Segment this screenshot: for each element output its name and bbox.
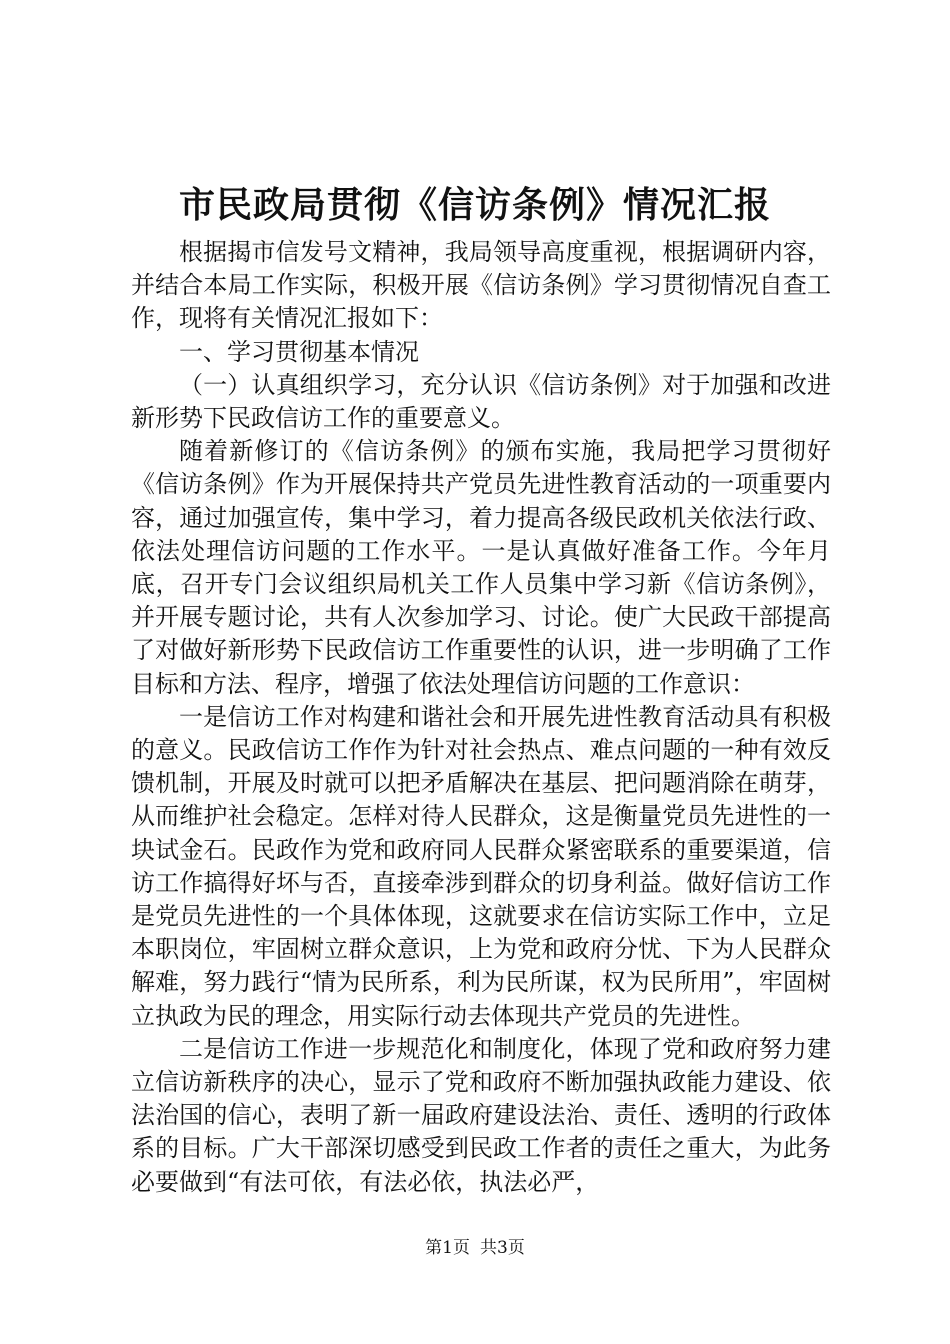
section-heading-1: 一、学习贯彻基本情况 [179,337,419,366]
document-title: 市民政局贯彻《信访条例》情况汇报 [178,184,771,226]
document-body [131,236,831,1199]
page-number: 第1页 [425,1238,470,1258]
paragraph-point-one: 一是信访工作对构建和谐社会和开展先进性教育活动具有积极的意义。民政信访工作作为针对社会热点、难点问题的一种有效反馈机制，开展及时就可以把矛盾解决在基层、把问题消除在萌芽，从而维护社会稳定。怎样对待人民群众，这是衡量党员先进性的一块试金石。民政作为党和政府同人民群众紧密联系的重要渠道，信访工作搞得好坏与否，直接牵涉到群众的切身利益。做好信访工作是党员先进性的一个具体体现，这就要求在信访实际工作中，立足本职岗位，牢固树立群众意识，上为党和政府分忧、下为人民群众解难，努力践行“情为民所系，利为民所谋，权为民所用”，牢固树立执政为民的理念，用实际行动去体现共产党员的先进性。 [131,702,831,1030]
paragraph-intro: 根据揭市信发号文精神，我局领导高度重视，根据调研内容，并结合本局工作实际，积极开展《信访条例》学习贯彻情况自查工作，现将有关情况汇报如下： [131,238,831,333]
paragraph-point-two: 二是信访工作进一步规范化和制度化，体现了党和政府努力建立信访新秩序的决心，显示了党和政府不断加强执政能力建设、依法治国的信心，表明了新一届政府建设法治、责任、透明的行政体系的目标。广大干部深切感受到民政工作者的责任之重大，为此务必要做到“有法可依，有法必依，执法必严， [131,1034,831,1196]
subsection-heading-1: （一）认真组织学习，充分认识《信访条例》对于加强和改进新形势下民政信访工作的重要意义。 [131,370,831,433]
page-total: 共3页 [480,1238,525,1258]
page-footer [0,1237,950,1259]
paragraph-study: 随着新修订的《信访条例》的颁布实施，我局把学习贯彻好《信访条例》作为开展保持共产党员先进性教育活动的一项重要内容，通过加强宣传，集中学习，着力提高各级民政机关依法行政、依法处理信访问题的工作水平。一是认真做好准备工作。今年月底，召开专门会议组织局机关工作人员集中学习新《信访条例》，并开展专题讨论，共有人次参加学习、讨论。使广大民政干部提高了对做好新形势下民政信访工作重要性的认识，进一步明确了工作目标和方法、程序，增强了依法处理信访问题的工作意识： [131,437,831,698]
